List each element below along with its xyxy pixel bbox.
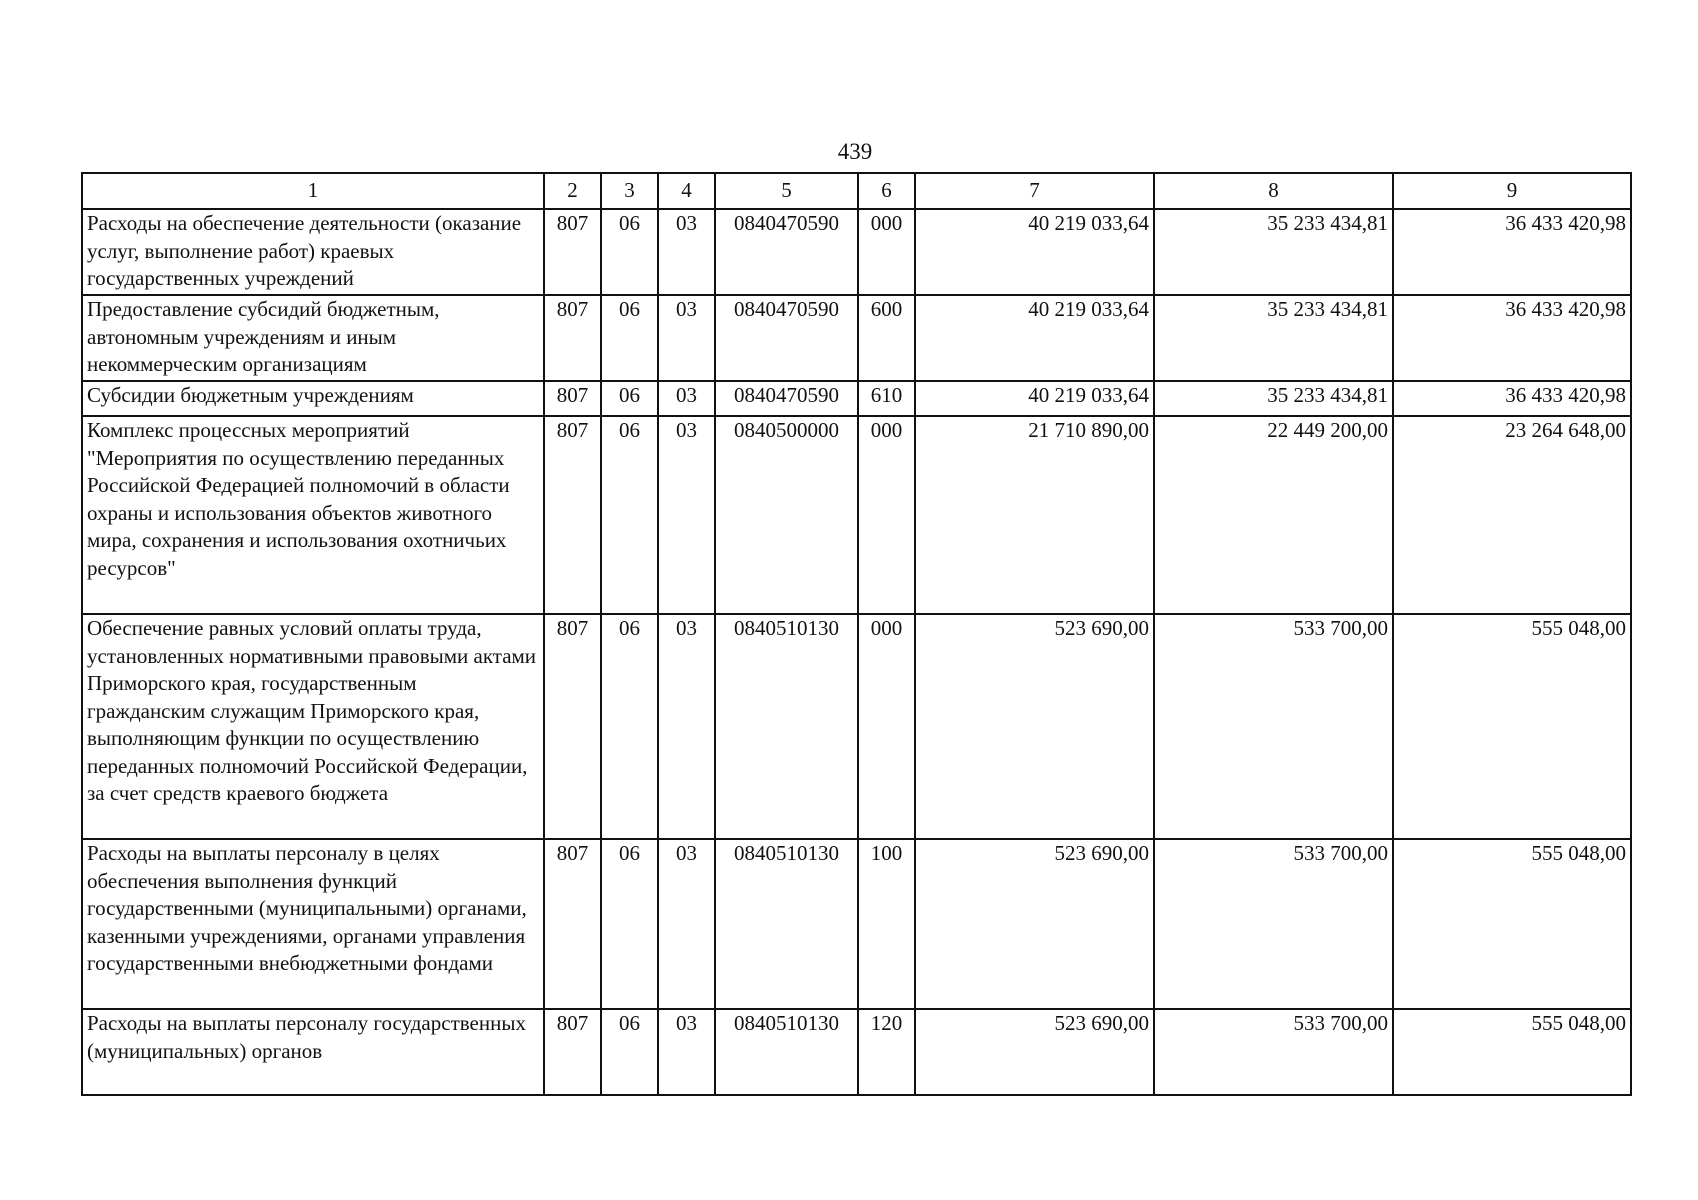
subsection-code-cell: 03 bbox=[658, 416, 715, 614]
table-row bbox=[82, 295, 1631, 381]
row-name-cell: Субсидии бюджетным учреждениям bbox=[82, 381, 544, 416]
amount-cell: 555 048,00 bbox=[1393, 614, 1631, 839]
amount-cell: 40 219 033,64 bbox=[915, 295, 1154, 381]
column-header: 9 bbox=[1393, 173, 1631, 209]
ministry-code-cell: 807 bbox=[544, 209, 601, 295]
row-name-cell: Обеспечение равных условий оплаты труда, установленных нормативными правовыми актами Приморского края, государственным гражданским служащим Приморского края, выполняющим функции по осуществлению переданных полномочий Российской Федерации, за счет средств краевого бюджета bbox=[82, 614, 544, 839]
column-header: 6 bbox=[858, 173, 915, 209]
row-name-cell: Расходы на выплаты персоналу государственных (муниципальных) органов bbox=[82, 1009, 544, 1095]
ministry-code-cell: 807 bbox=[544, 839, 601, 1009]
amount-cell: 23 264 648,00 bbox=[1393, 416, 1631, 614]
section-code-cell: 06 bbox=[601, 416, 658, 614]
ministry-code-cell: 807 bbox=[544, 295, 601, 381]
row-name-cell: Расходы на обеспечение деятельности (оказание услуг, выполнение работ) краевых государственных учреждений bbox=[82, 209, 544, 295]
amount-cell: 533 700,00 bbox=[1154, 1009, 1393, 1095]
ministry-code-cell: 807 bbox=[544, 381, 601, 416]
column-header: 2 bbox=[544, 173, 601, 209]
section-code-cell: 06 bbox=[601, 1009, 658, 1095]
table-row bbox=[82, 381, 1631, 416]
column-header: 7 bbox=[915, 173, 1154, 209]
amount-cell: 533 700,00 bbox=[1154, 614, 1393, 839]
table-row bbox=[82, 416, 1631, 614]
expense-type-cell: 000 bbox=[858, 209, 915, 295]
ministry-code-cell: 807 bbox=[544, 416, 601, 614]
amount-cell: 35 233 434,81 bbox=[1154, 209, 1393, 295]
ministry-code-cell: 807 bbox=[544, 614, 601, 839]
expense-type-cell: 100 bbox=[858, 839, 915, 1009]
amount-cell: 523 690,00 bbox=[915, 1009, 1154, 1095]
target-article-cell: 0840470590 bbox=[715, 381, 858, 416]
amount-cell: 21 710 890,00 bbox=[915, 416, 1154, 614]
column-header: 8 bbox=[1154, 173, 1393, 209]
expense-type-cell: 120 bbox=[858, 1009, 915, 1095]
budget-table bbox=[81, 172, 1632, 1096]
column-header: 1 bbox=[82, 173, 544, 209]
expense-type-cell: 000 bbox=[858, 614, 915, 839]
amount-cell: 22 449 200,00 bbox=[1154, 416, 1393, 614]
table-header-row bbox=[82, 173, 1631, 209]
expense-type-cell: 000 bbox=[858, 416, 915, 614]
ministry-code-cell: 807 bbox=[544, 1009, 601, 1095]
section-code-cell: 06 bbox=[601, 839, 658, 1009]
section-code-cell: 06 bbox=[601, 381, 658, 416]
row-name-cell: Комплекс процессных мероприятий "Мероприятия по осуществлению переданных Российской Федерацией полномочий в области охраны и использования объектов животного мира, сохранения и использования охотничьих ресурсов" bbox=[82, 416, 544, 614]
section-code-cell: 06 bbox=[601, 295, 658, 381]
subsection-code-cell: 03 bbox=[658, 839, 715, 1009]
amount-cell: 36 433 420,98 bbox=[1393, 295, 1631, 381]
column-header: 5 bbox=[715, 173, 858, 209]
table-row bbox=[82, 1009, 1631, 1095]
target-article-cell: 0840510130 bbox=[715, 839, 858, 1009]
target-article-cell: 0840500000 bbox=[715, 416, 858, 614]
subsection-code-cell: 03 bbox=[658, 381, 715, 416]
amount-cell: 523 690,00 bbox=[915, 614, 1154, 839]
subsection-code-cell: 03 bbox=[658, 614, 715, 839]
page-number: 439 bbox=[837, 139, 873, 164]
amount-cell: 35 233 434,81 bbox=[1154, 381, 1393, 416]
expense-type-cell: 600 bbox=[858, 295, 915, 381]
amount-cell: 555 048,00 bbox=[1393, 1009, 1631, 1095]
subsection-code-cell: 03 bbox=[658, 209, 715, 295]
expense-type-cell: 610 bbox=[858, 381, 915, 416]
amount-cell: 40 219 033,64 bbox=[915, 209, 1154, 295]
section-code-cell: 06 bbox=[601, 614, 658, 839]
target-article-cell: 0840510130 bbox=[715, 614, 858, 839]
amount-cell: 36 433 420,98 bbox=[1393, 381, 1631, 416]
subsection-code-cell: 03 bbox=[658, 1009, 715, 1095]
column-header: 4 bbox=[658, 173, 715, 209]
row-name-cell: Расходы на выплаты персоналу в целях обеспечения выполнения функций государственными (муниципальными) органами, казенными учреждениями, органами управления государственными внебюджетными фондами bbox=[82, 839, 544, 1009]
amount-cell: 40 219 033,64 bbox=[915, 381, 1154, 416]
target-article-cell: 0840510130 bbox=[715, 1009, 858, 1095]
amount-cell: 555 048,00 bbox=[1393, 839, 1631, 1009]
amount-cell: 35 233 434,81 bbox=[1154, 295, 1393, 381]
amount-cell: 36 433 420,98 bbox=[1393, 209, 1631, 295]
amount-cell: 533 700,00 bbox=[1154, 839, 1393, 1009]
amount-cell: 523 690,00 bbox=[915, 839, 1154, 1009]
table-row bbox=[82, 209, 1631, 295]
table-row bbox=[82, 614, 1631, 839]
target-article-cell: 0840470590 bbox=[715, 295, 858, 381]
section-code-cell: 06 bbox=[601, 209, 658, 295]
row-name-cell: Предоставление субсидий бюджетным, автономным учреждениям и иным некоммерческим организациям bbox=[82, 295, 544, 381]
table-row bbox=[82, 839, 1631, 1009]
subsection-code-cell: 03 bbox=[658, 295, 715, 381]
target-article-cell: 0840470590 bbox=[715, 209, 858, 295]
column-header: 3 bbox=[601, 173, 658, 209]
